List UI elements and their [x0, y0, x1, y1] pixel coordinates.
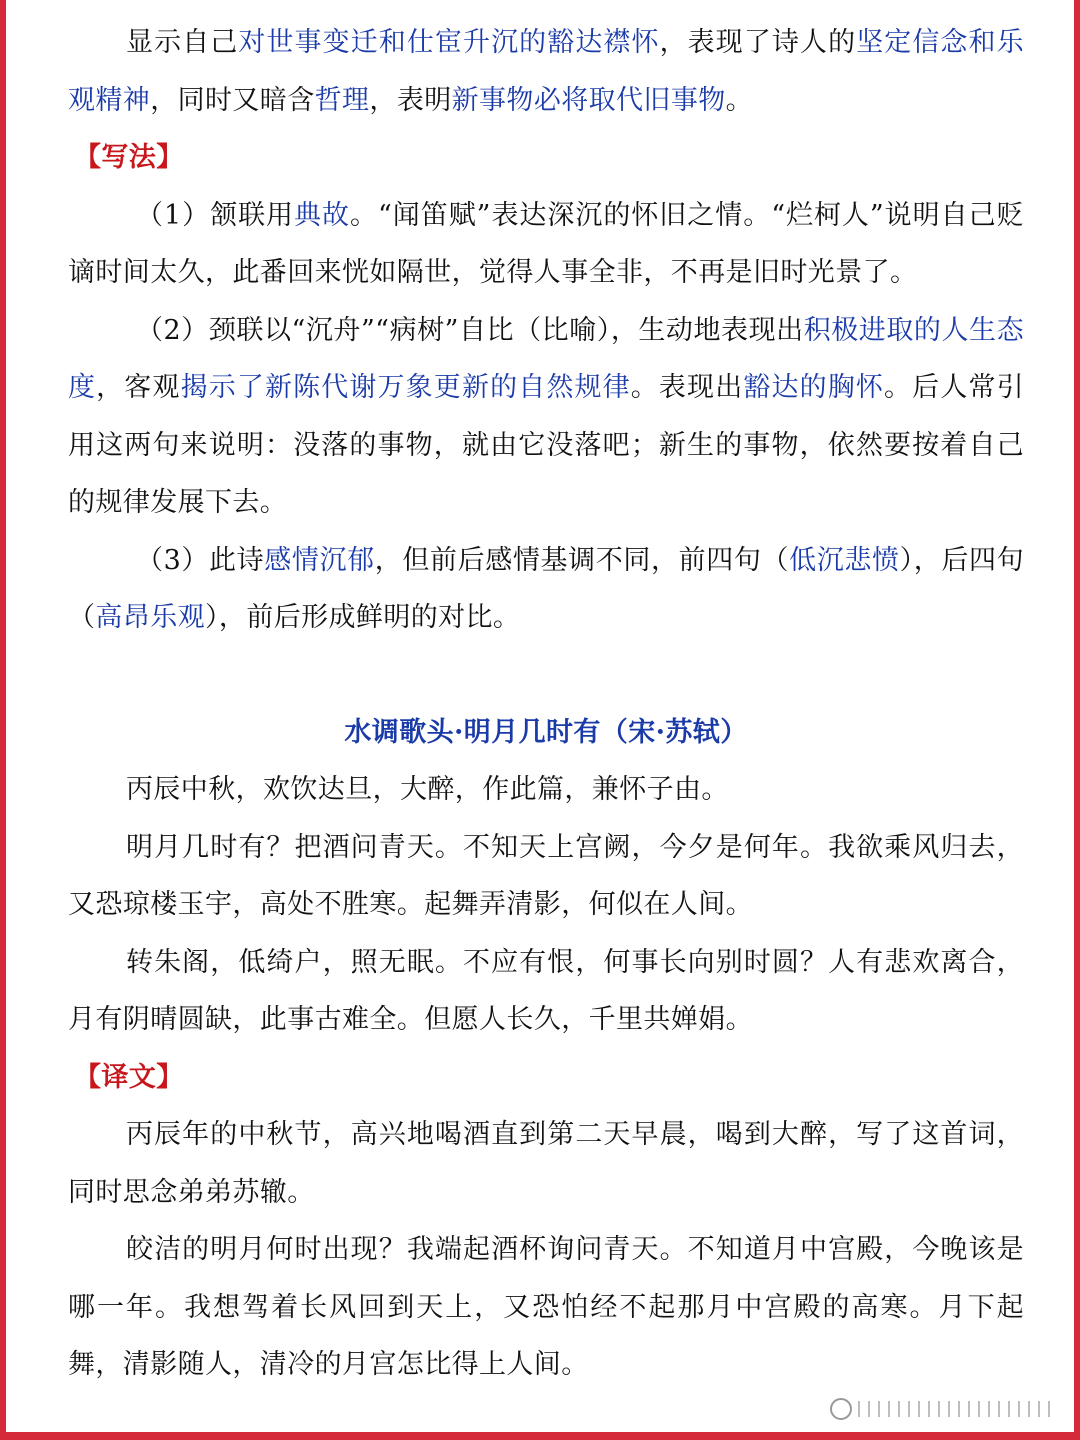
paragraph-xiefa-1 [68, 187, 1024, 302]
poem-preface: 丙辰中秋，欢饮达旦，大醉，作此篇，兼怀子由。 [126, 774, 729, 805]
highlight-text: 高昂乐观 [95, 602, 206, 633]
text-run: （1）颔联用 [136, 199, 295, 231]
highlight-text: 典故 [294, 199, 350, 231]
highlight-text: 哲理 [314, 84, 370, 116]
text-run: 。“闻笛赋”表达深沉的怀旧之情。“烂柯人”说明自己贬谪时间太久，此番回来恍如隔世，觉得人事全非，不再是旧时光景了。 [68, 199, 1024, 288]
poem-title: 水调歌头·明月几时有（宋·苏轼） [344, 716, 748, 748]
paragraph-xiefa-3 [68, 532, 1024, 647]
highlight-text: 豁达的胸怀 [743, 372, 885, 403]
highlight-text: 新事物必将取代旧事物 [451, 84, 726, 116]
section-tag-yiwen: 【译文】 [74, 1061, 184, 1093]
scroll-track-icon [858, 1401, 1058, 1417]
text-run: ，但前后感情基调不同，前四句（ [374, 544, 790, 576]
translation-stanza-1: 皎洁的明月何时出现？我端起酒杯询问青天。不知道月中宫殿，今晚该是哪一年。我想驾着长风回到天上，又恐怕经不起那月中宫殿的高寒。月下起舞，清影随人，清冷的月宫怎比得上人间。 [68, 1234, 1024, 1380]
highlight-text: 对世事变迁和仕宦升沉的豁达襟怀 [238, 27, 660, 58]
text-run: ，表明 [369, 84, 452, 116]
text-run: ），后四句（ [68, 544, 1025, 633]
text-run: ，表现了诗人的 [659, 27, 857, 58]
text-run: 显示自己 [126, 27, 239, 58]
spacer [68, 647, 1024, 704]
text-run: ，客观 [96, 372, 181, 403]
highlight-text: 坚定信念和乐观精神 [68, 27, 1025, 116]
text-run: ，同时又暗含 [150, 84, 315, 116]
text-run: 。表现出 [630, 372, 744, 403]
text-run: （3）此诗 [136, 544, 265, 576]
poem-stanza-2: 转朱阁，低绮户，照无眠。不应有恨，何事长向别时圆？人有悲欢离合，月有阴晴圆缺，此事古难全。但愿人长久，千里共婵娟。 [68, 946, 1024, 1035]
text-run: ），前后形成鲜明的对比。 [205, 602, 521, 633]
document-body [68, 14, 1024, 1394]
paragraph-xiefa-2 [68, 302, 1024, 532]
paragraph-theme [68, 14, 1024, 129]
text-run: 。 [725, 84, 754, 116]
text-run: （2）颈联以“沉舟”“病树”自比（比喻），生动地表现出 [136, 314, 804, 346]
scroll-knob-icon[interactable] [830, 1398, 852, 1420]
translation-preface: 丙辰年的中秋节，高兴地喝酒直到第二天早晨，喝到大醉，写了这首词，同时思念弟弟苏辙。 [68, 1119, 1024, 1208]
highlight-text: 揭示了新陈代谢万象更新的自然规律 [180, 372, 631, 403]
highlight-text: 感情沉郁 [264, 544, 375, 576]
highlight-text: 积极进取的人生态度 [68, 314, 1024, 403]
poem-stanza-1: 明月几时有？把酒问青天。不知天上宫阙，今夕是何年。我欲乘风归去，又恐琼楼玉宇，高处不胜寒。起舞弄清影，何似在人间。 [68, 831, 1024, 920]
scroll-indicator[interactable] [830, 1398, 1058, 1420]
highlight-text: 低沉悲愤 [789, 544, 900, 576]
section-tag-xiefa: 【写法】 [74, 142, 184, 173]
text-run: 。后人常引用这两句来说明：没落的事物，就由它没落吧；新生的事物，依然要按着自己的规律发展下去。 [68, 372, 1025, 518]
